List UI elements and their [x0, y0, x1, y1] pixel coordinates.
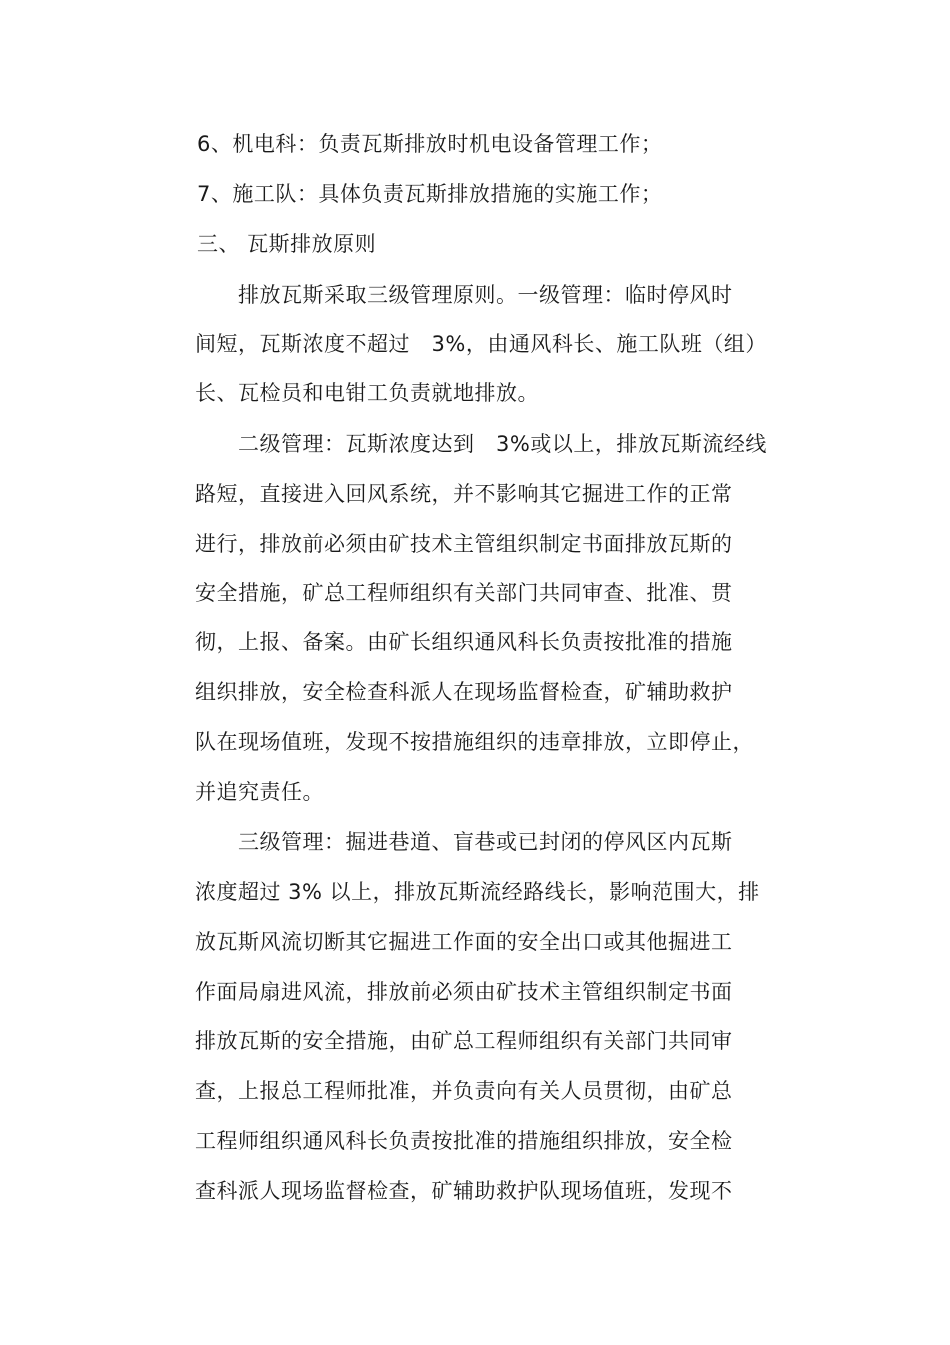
paragraph-line: 作面局扇进风流，排放前必须由矿技术主管组织制定书面 — [195, 980, 733, 1004]
section-heading-principles: 三、 瓦斯排放原则 — [197, 232, 377, 256]
paragraph-line: 排放瓦斯的安全措施，由矿总工程师组织有关部门共同审 — [195, 1029, 733, 1053]
paragraph-line: 间短，瓦斯浓度不超过 3%，由通风科长、施工队班（组） — [195, 332, 767, 356]
paragraph-line: 浓度超过 3% 以上，排放瓦斯流经路线长，影响范围大，排 — [195, 880, 760, 904]
paragraph-line: 路短，直接进入回风系统，并不影响其它掘进工作的正常 — [195, 482, 733, 506]
paragraph-line: 安全措施，矿总工程师组织有关部门共同审查、批准、贯 — [195, 581, 733, 605]
paragraph-line: 并追究责任。 — [195, 780, 324, 804]
list-item-construction-team: 7、施工队：具体负责瓦斯排放措施的实施工作； — [197, 182, 663, 206]
paragraph-line: 彻，上报、备案。由矿长组织通风科长负责按批准的措施 — [195, 630, 733, 654]
paragraph-line: 进行，排放前必须由矿技术主管组织制定书面排放瓦斯的 — [195, 532, 733, 556]
paragraph-line: 长、瓦检员和电钳工负责就地排放。 — [195, 381, 539, 405]
paragraph-line: 查科派人现场监督检查，矿辅助救护队现场值班，发现不 — [195, 1179, 733, 1203]
paragraph-line: 工程师组织通风科长负责按批准的措施组织排放，安全检 — [195, 1129, 733, 1153]
paragraph-line: 队在现场值班，发现不按措施组织的违章排放，立即停止， — [195, 730, 754, 754]
paragraph-line: 三级管理：掘进巷道、盲巷或已封闭的停风区内瓦斯 — [238, 830, 733, 854]
paragraph-line: 查，上报总工程师批准，并负责向有关人员贯彻，由矿总 — [195, 1079, 733, 1103]
paragraph-line: 排放瓦斯采取三级管理原则。一级管理：临时停风时 — [238, 283, 733, 307]
paragraph-line: 二级管理：瓦斯浓度达到 3%或以上，排放瓦斯流经线 — [238, 432, 767, 456]
paragraph-line: 放瓦斯风流切断其它掘进工作面的安全出口或其他掘进工 — [195, 930, 733, 954]
list-item-mechanical-dept: 6、机电科：负责瓦斯排放时机电设备管理工作； — [197, 132, 663, 156]
paragraph-line: 组织排放，安全检查科派人在现场监督检查，矿辅助救护 — [195, 680, 733, 704]
